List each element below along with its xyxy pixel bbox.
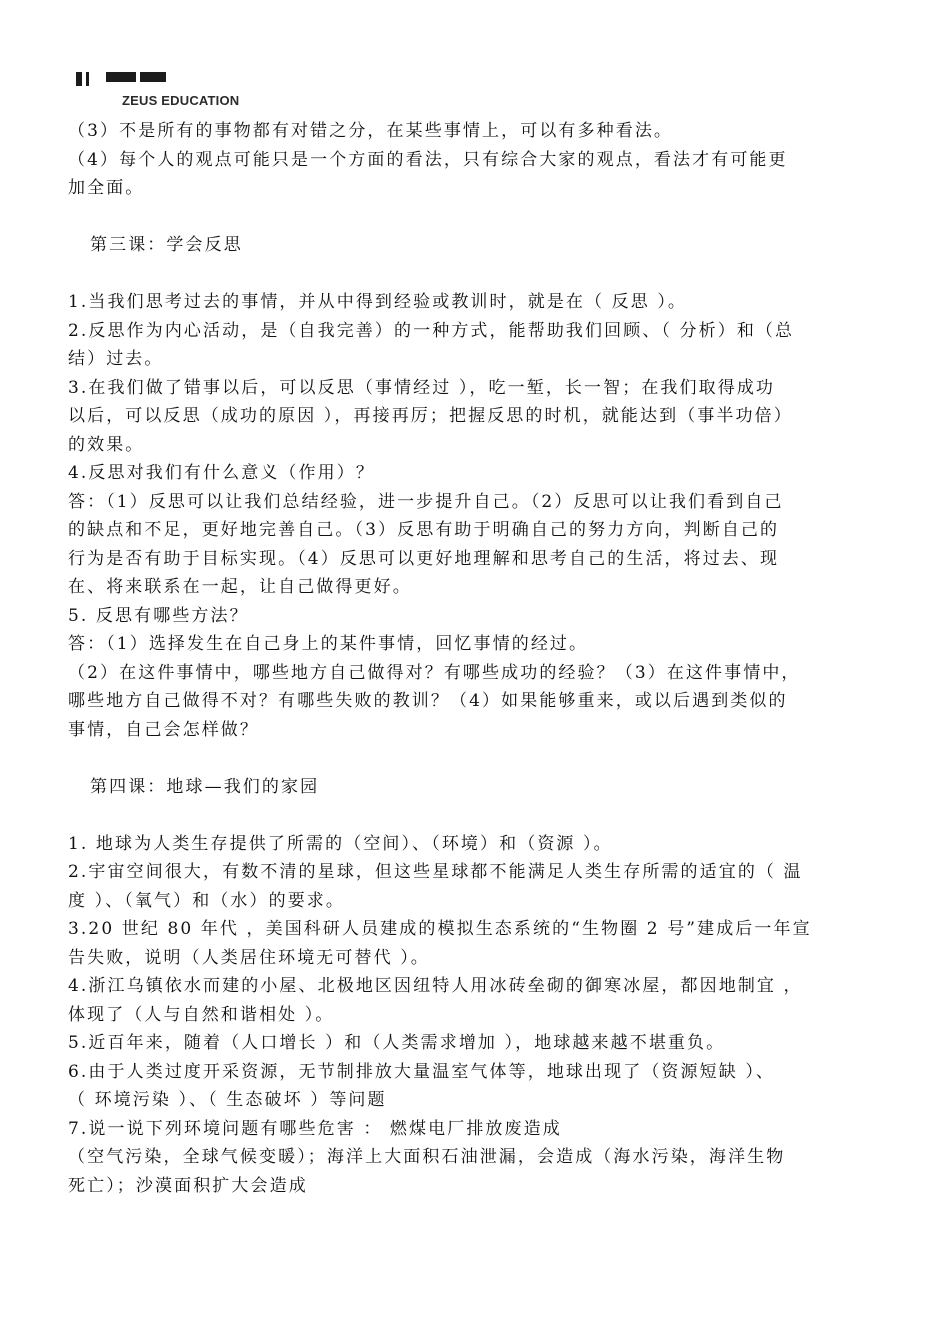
text-line: 事情，自己会怎样做？ [68,719,259,740]
section-heading-lesson-4: 第四课：地球—我们的家园 [90,776,320,797]
text-line: 1.当我们思考过去的事情，并从中得到经验或教训时，就是在（ 反思 ）。 [68,292,688,312]
text-line: 答：（1）选择发生在自己身上的某件事情，回忆事情的经过。 [68,634,589,654]
text-line: 体现了（人与自然和谐相处 ）。 [68,1004,335,1025]
logo-text: ZEUS EDUCATION [122,93,240,108]
text-line: （ 环境污染 ）、（ 生态破坏 ）等问题 [68,1090,387,1110]
text-line: 4.反思对我们有什么意义（作用）？ [68,463,375,483]
text-line: 的缺点和不足，更好地完善自己。（3）反思有助于明确自己的努力方向，判断自己的 [68,520,780,540]
blank-line [68,744,888,773]
text-line: 告失败，说明（人类居住环境无可替代 ）。 [68,947,430,968]
blank-line [68,801,888,830]
section-heading-lesson-3: 第三课：学会反思 [90,235,243,255]
text-line: （4）每个人的观点可能只是一个方面的看法，只有综合大家的观点，看法才有可能更 [68,149,788,170]
text-line: 3.20 世纪 80 年代 ，美国科研人员建成的模拟生态系统的“生物圈 2 号”建成后一年宣 [68,919,812,939]
text-line: 6.由于人类过度开采资源，无节制排放大量温室气体等，地球出现了（资源短缺 ）、 [68,1061,776,1082]
text-line: 1. 地球为人类生存提供了所需的（空间）、（环境）和（资源 ）。 [68,833,613,854]
text-line: （3）不是所有的事物都有对错之分，在某些事情上，可以有多种看法。 [68,121,674,141]
text-line: 2.反思作为内心活动，是（自我完善）的一种方式，能帮助我们回顾、（ 分析）和（总 [68,320,795,341]
text-line: 行为是否有助于目标实现。（4）反思可以更好地理解和思考自己的生活，将过去、现 [68,548,780,569]
text-line: 在、将来联系在一起，让自己做得更好。 [68,577,412,597]
text-line: 结）过去。 [68,349,164,369]
text-line: （空气污染，全球气候变暖）；海洋上大面积石油泄漏，会造成（海水污染，海洋生物 [68,1147,786,1167]
text-line: 哪些地方自己做得不对？有哪些失败的教训？（4）如果能够重来，或以后遇到类似的 [68,691,788,711]
text-line: 加全面。 [68,178,145,198]
text-line: 答：（1）反思可以让我们总结经验，进一步提升自己。（2）反思可以让我们看到自己 [68,491,784,512]
blank-line [68,203,888,232]
text-line: 4.浙江乌镇依水而建的小屋、北极地区因纽特人用冰砖垒砌的御寒冰屋，都因地制宜 ， [68,976,803,996]
text-line: 3.在我们做了错事以后，可以反思（事情经过 ），吃一堑，长一智；在我们取得成功 [68,377,776,398]
text-line: 死亡）；沙漠面积扩大会造成 [68,1175,308,1196]
logo [66,72,266,112]
text-line: 2.宇宙空间很大，有数不清的星球，但这些星球都不能满足人类生存所需的适宜的（ 温 [68,862,803,882]
document-body [68,117,888,1200]
text-line: 度 ）、（氧气）和（水）的要求。 [68,890,346,911]
text-line: 5. 反思有哪些方法？ [68,605,249,626]
text-line: 7.说一说下列环境问题有哪些危害 ： 燃煤电厂排放废造成 [68,1118,562,1139]
text-line: 的效果。 [68,434,145,455]
logo-mark-icon [76,72,186,86]
text-line: 以后，可以反思（成功的原因 ），再接再厉；把握反思的时机，就能达到（事半功倍） [68,406,793,426]
blank-line [68,260,888,289]
text-line: （2）在这件事情中，哪些地方自己做得对？有哪些成功的经验？（3）在这件事情中， [68,662,801,683]
text-line: 5.近百年来，随着（人口增长 ）和（人类需求增加 ），地球越来越不堪重负。 [68,1033,726,1053]
